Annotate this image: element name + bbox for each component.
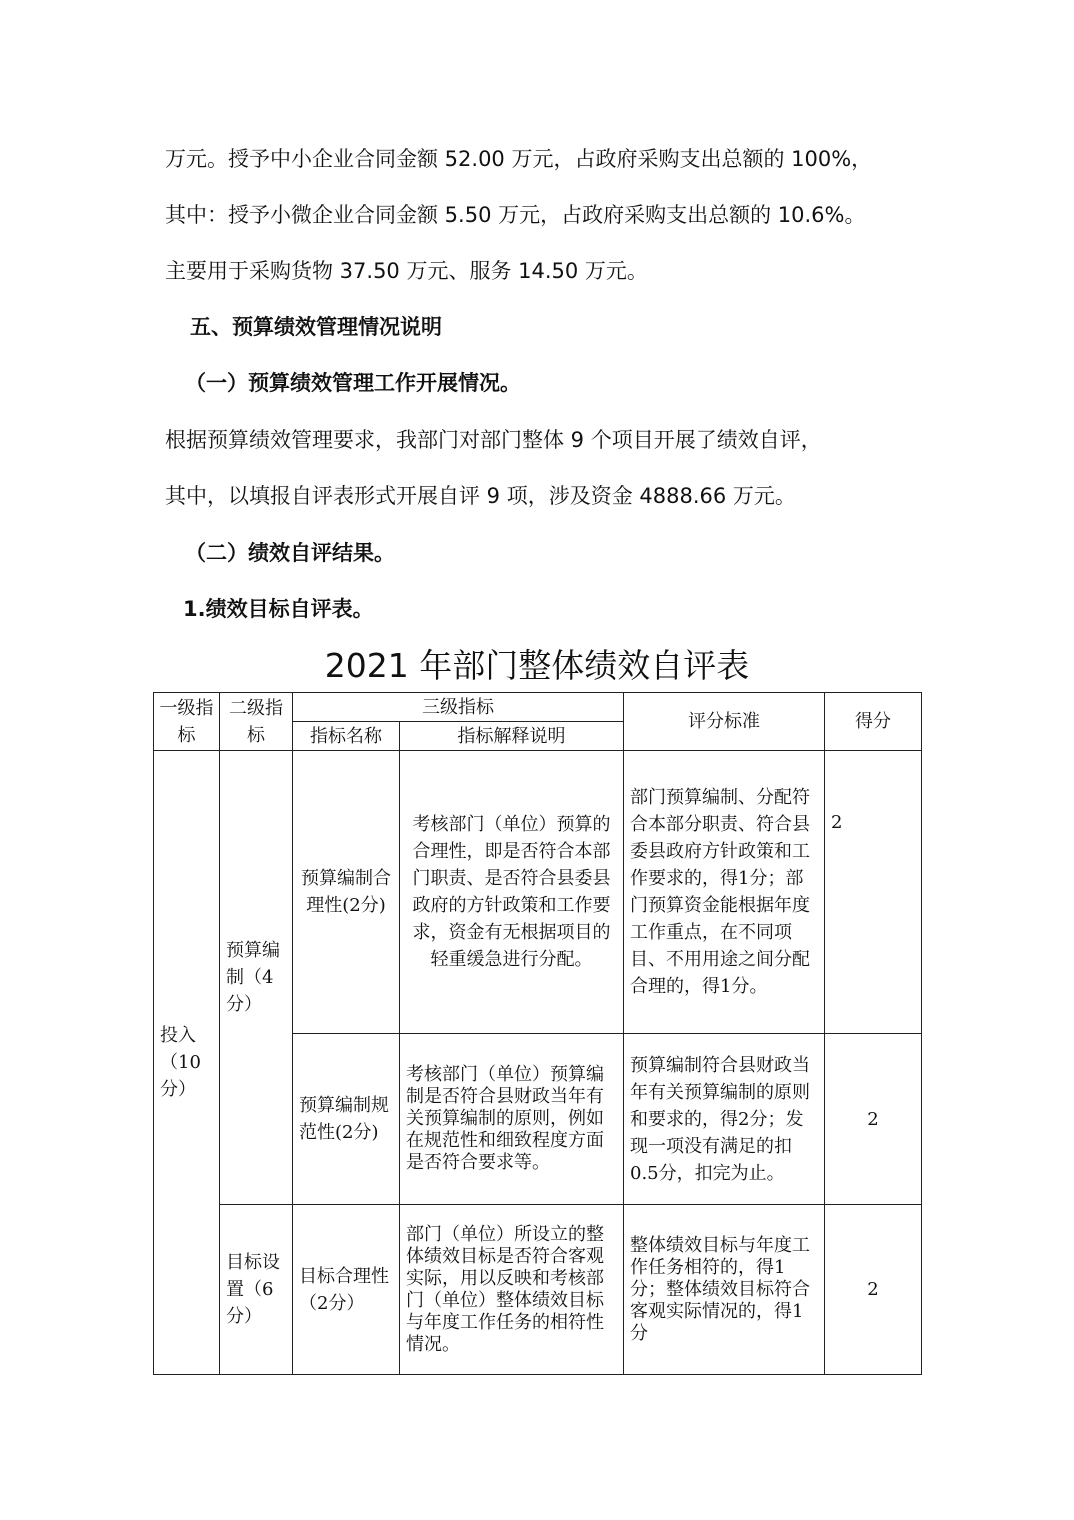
header-level1: 一级指标 [154,693,220,751]
level2-cell: 预算编制（4分） [220,751,293,1205]
header-score: 得分 [825,693,922,751]
table-row [154,1205,922,1375]
header-indicator-desc: 指标解释说明 [400,722,624,751]
section-heading: 五、预算绩效管理情况说明 [190,315,442,339]
indicator-desc-cell: 部门（单位）所设立的整体绩效目标是否符合客观实际，用以反映和考核部门（单位）整体绩效目标与年度工作任务的相符性情况。 [400,1205,624,1375]
score-cell: 2 [825,1034,922,1205]
header-criteria: 评分标准 [624,693,825,751]
header-level2: 二级指标 [220,693,293,751]
indicator-name-cell: 预算编制规范性(2分) [293,1034,400,1205]
level1-cell: 投入（10分） [154,751,220,1375]
score-cell: 2 [825,751,922,1034]
paragraph-4: 根据预算绩效管理要求，我部门对部门整体 9 个项目开展了绩效自评， [165,428,822,452]
indicator-desc-cell: 考核部门（单位）预算编制是否符合县财政当年有关预算编制的原则，例如在规范性和细致程度方面是否符合要求等。 [400,1034,624,1205]
header-indicator-name: 指标名称 [293,722,400,751]
evaluation-table [153,692,922,1375]
level2-cell: 目标设置（6分） [220,1205,293,1375]
criteria-cell: 整体绩效目标与年度工作任务相符的，得1分；整体绩效目标符合客观实际情况的，得1分 [624,1205,825,1375]
criteria-cell: 预算编制符合县财政当年有关预算编制的原则和要求的，得2分；发现一项没有满足的扣0.5分，扣完为止。 [624,1034,825,1205]
paragraph-3: 主要用于采购货物 37.50 万元、服务 14.50 万元。 [165,259,648,283]
list-heading: 1.绩效目标自评表。 [183,597,374,621]
paragraph-5: 其中，以填报自评表形式开展自评 9 项，涉及资金 4888.66 万元。 [165,484,796,508]
subsection-heading-1: （一）预算绩效管理工作开展情况。 [185,371,521,395]
criteria-cell: 部门预算编制、分配符合本部分职责、符合县委县政府方针政策和工作要求的，得1分；部门预算资金能根据年度工作重点，在不同项目、不用用途之间分配合理的，得1分。 [624,751,825,1034]
score-cell: 2 [825,1205,922,1375]
subsection-heading-2: （二）绩效自评结果。 [185,541,395,565]
table-row [154,751,922,1034]
header-level3: 三级指标 [293,693,624,722]
indicator-name-cell: 预算编制合理性(2分) [293,751,400,1034]
indicator-desc-cell: 考核部门（单位）预算的合理性，即是否符合本部门职责、是否符合县委县政府的方针政策和工作要求，资金有无根据项目的轻重缓急进行分配。 [400,751,624,1034]
indicator-name-cell: 目标合理性（2分） [293,1205,400,1375]
paragraph-2: 其中：授予小微企业合同金额 5.50 万元，占政府采购支出总额的 10.6%。 [165,203,866,227]
table-title: 2021 年部门整体绩效自评表 [324,646,750,685]
paragraph-1: 万元。授予中小企业合同金额 52.00 万元，占政府采购支出总额的 100%， [165,147,873,171]
